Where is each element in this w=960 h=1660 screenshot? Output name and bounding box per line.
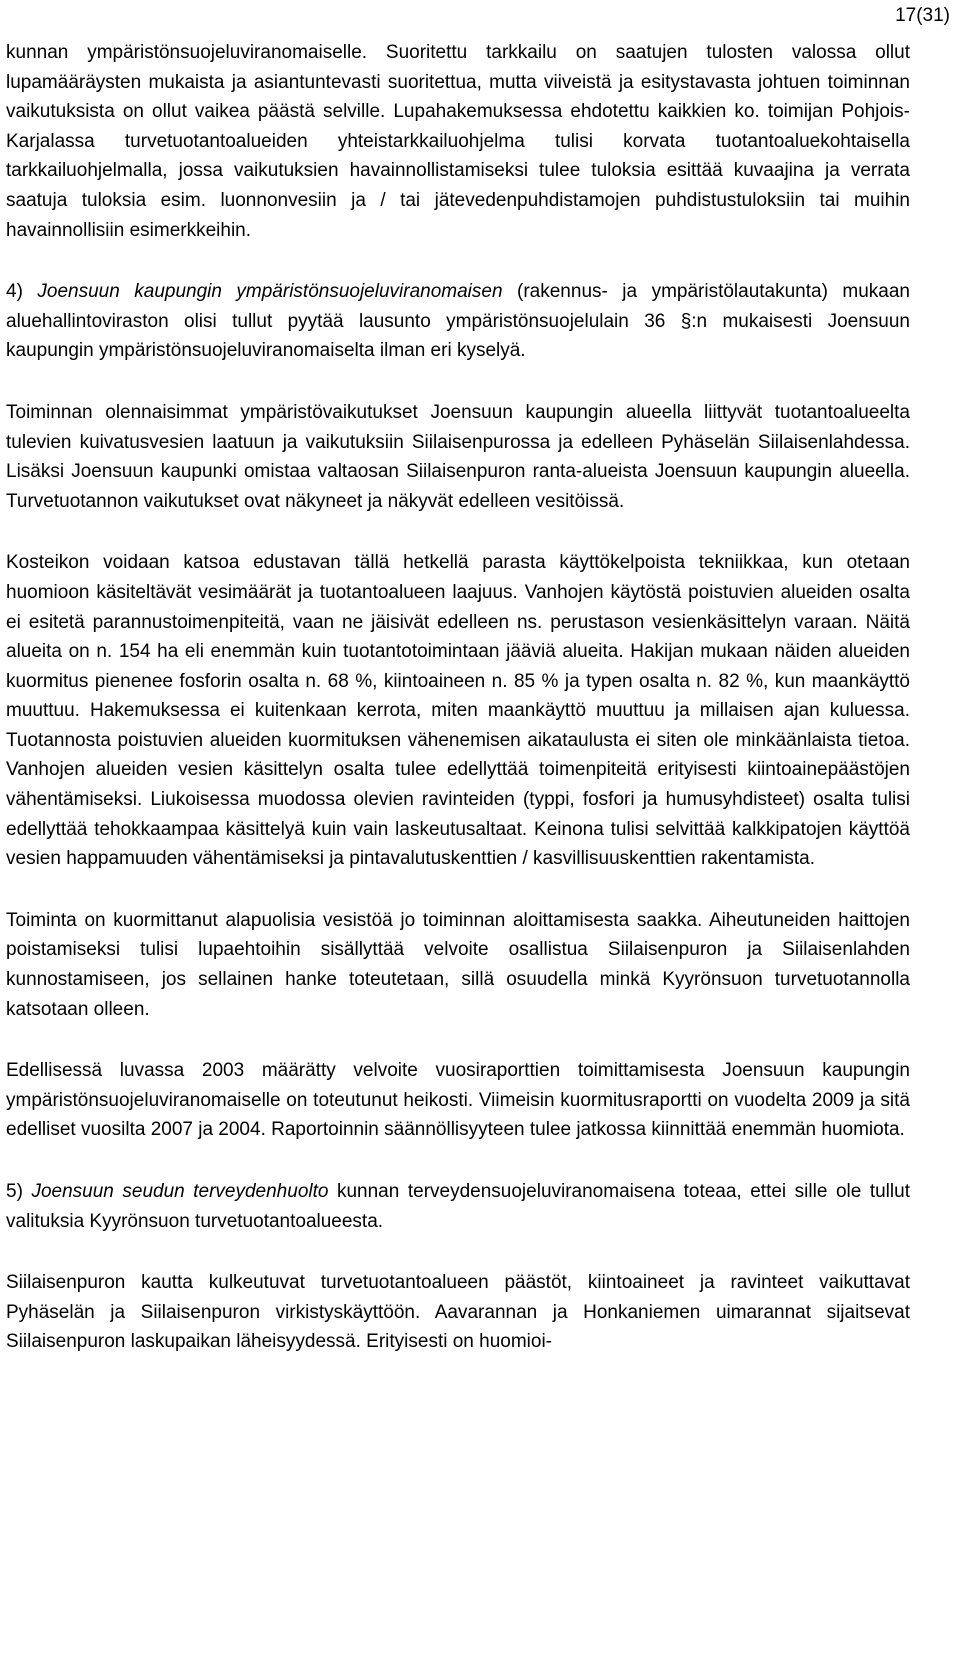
paragraph-environmental-impacts: Toiminnan olennaisimmat ympäristövaikutukset Joensuun kaupungin alueella liittyvät tuotantoalueelta tulevien kuivatusvesien laatuun ja vaikutuksiin Siilaisenpurossa ja edelleen Pyhäselän Siilaisenlahdessa. Lisäksi Joensuun kaupunki omistaa valtaosan Siilaisenpuron ranta-alueista Joensuun kaupungin alueella. Turvetuotannon vaikutukset ovat näkyneet ja näkyvät edelleen vesitöissä.: [6, 401, 910, 512]
paragraph-recreation: Siilaisenpuron kautta kulkeutuvat turvetuotantoalueen päästöt, kiintoaineet ja ravinteet vaikuttavat Pyhäselän ja Siilaisenpuron virkistyskäyttöön. Aavarannan ja Honkaniemen uimarannat sijaitsevat Siilaisenpuron laskupaikan läheisyydessä. Erityisesti on huomioi-: [6, 1272, 910, 1353]
paragraph-statement-4: [6, 277, 910, 366]
paragraph-restoration: Toiminta on kuormittanut alapuolisia vesistöä jo toiminnan aloittamisesta saakka. Aiheutuneiden haittojen poistamiseksi tulisi lupaehtoihin sisällyttää velvoite osallistua Siilaisenpuron ja Siilaisenlahden kunnostamiseen, jos sellainen hanke toteutetaan, sillä osuudella minkä Kyyrönsuon turvetuotannolla katsotaan olleen.: [6, 909, 910, 1020]
authority-name: Joensuun kaupungin ympäristönsuojeluviranomaisen: [37, 281, 503, 303]
document-body: [6, 38, 910, 1389]
page-number: 17(31): [895, 5, 950, 26]
authority-name: Joensuun seudun terveydenhuolto: [31, 1181, 329, 1202]
paragraph-monitoring: kunnan ympäristönsuojeluviranomaiselle. Suoritettu tarkkailu on saatujen tulosten valossa ollut lupamääräysten mukaista ja asiantuntevasti suoritettua, mutta viiveistä ja esitystavasta johtuen toiminnan vaikutuksista on ollut vaikea päästä selville. Lupahakemuksessa ehdotettu kaikkien ko. toimijan Pohjois-Karjalassa turvetuotantoalueiden yhteistarkkailuohjelma tulisi korvata tuotantoaluekohtaisella tarkkailuohjelmalla, jossa vaikutuksien havainnollistamiseksi tulee tuloksia esittää kuvaajina ja verrata saatuja tuloksia esim. luonnonvesiin ja / tai jätevedenpuhdistamojen puhdistustuloksiin tai muihin havainnollisiin esimerkkeihin.: [6, 42, 910, 241]
item-number: 4): [6, 281, 38, 303]
paragraph-statement-5: [6, 1177, 910, 1236]
paragraph-reporting: Edellisessä luvassa 2003 määrätty velvoite vuosiraporttien toimittamisesta Joensuun kaupungin ympäristönsuojeluviranomaiselle on toteutunut heikosti. Viimeisin kuormitusraportti on vuodelta 2009 ja sitä edelliset vuosilta 2007 ja 2004. Raportoinnin säännöllisyyteen tulee jatkossa kiinnittää enemmän huomiota.: [6, 1060, 910, 1141]
paragraph-text: (rakennus- ja ympäristölautakunta) mukaan aluehallintoviraston olisi tullut pyytää lausunto ympäristönsuojelulain 36 §:n mukaisesti Joensuun kaupungin ympäristönsuojeluviranomaiselta ilman eri kyselyä.: [6, 281, 910, 362]
paragraph-text: kunnan terveydensuojeluviranomaisena toteaa, ettei sille ole tullut valituksia Kyyrönsuon turvetuotantoalueesta.: [6, 1181, 910, 1232]
item-number: 5): [6, 1181, 32, 1202]
paragraph-wetland: Kosteikon voidaan katsoa edustavan tällä hetkellä parasta käyttökelpoista tekniikkaa, kun otetaan huomioon käsiteltävät vesimäärät ja tuotantoalueen laajuus. Vanhojen käytöstä poistuvien alueiden osalta ei esitetä parannustoimenpiteitä, vaan ne jäisivät edelleen ns. perustason vesienkäsittelyn varaan. Näitä alueita on n. 154 ha eli enemmän kuin tuotantotoimintaan jääviä alueita. Hakijan mukaan näiden alueiden kuormitus pienenee fosforin osalta n. 68 %, kiintoaineen n. 85 % ja typen osalta n. 82 %, kun maankäyttö muuttuu. Hakemuksessa ei kuitenkaan kerrota, miten maankäyttö muuttuu ja millaisen ajan kuluessa. Tuotannosta poistuvien alueiden kuormituksen vähenemisen aikataulusta ei siten ole minkäänlaista tietoa. Vanhojen alueiden vesien käsittelyn osalta tulee edellyttää toimenpiteitä erityisesti kiintoainepäästöjen vähentämiseksi. Liukoisessa muodossa olevien ravinteiden (typpi, fosfori ja humusyhdisteet) osalta tulisi edellyttää tehokkaampaa käsittelyä kuin vain laskeutusaltaat. Keinona tulisi selvittää kalkkipatojen käyttöä vesien happamuuden vähentämiseksi ja pintavalutuskenttien / kasvillisuuskenttien rakentamista.: [6, 552, 910, 870]
